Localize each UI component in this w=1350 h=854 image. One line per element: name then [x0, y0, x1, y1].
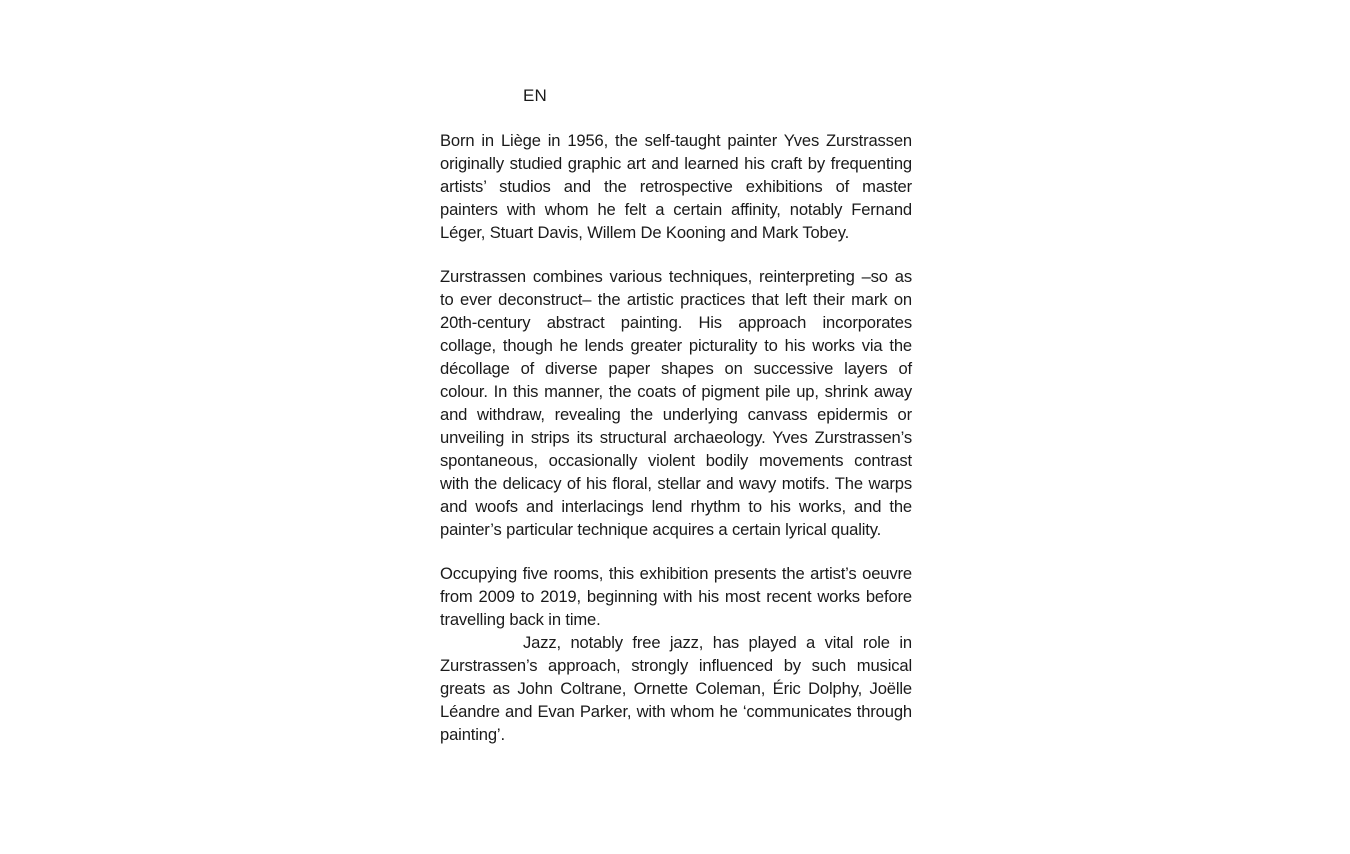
paragraph-biography: Born in Liège in 1956, the self-taught painter Yves Zurstrassen originally studied graphic art and learned his craft by frequenting artists’ studios and the retrospective exhibitions of master painters with whom he felt a certain affinity, notably Fernand Léger, Stuart Davis, Willem De Kooning and Mark Tobey. — [440, 131, 912, 242]
paragraph-techniques: Zurstrassen combines various techniques, reinterpreting –so as to ever deconstruct– the artistic practices that left their mark on 20th-century abstract painting. His approach incorporates collage, though he lends greater picturality to his works via the décollage of diverse paper shapes on successive layers of colour. In this manner, the coats of pigment pile up, shrink away and withdraw, revealing the underlying canvass epidermis or unveiling in strips its structural archaeology. Yves Zurstrassen’s spontaneous, occasionally violent bodily movements contrast with the delicacy of his floral, stellar and wavy motifs. The warps and woofs and interlacings lend rhythm to his works, and the painter’s particular technique acquires a certain lyrical quality. — [440, 267, 912, 539]
paragraph-exhibition: Occupying five rooms, this exhibition presents the artist’s oeuvre from 2009 to 2019, beginning with his most recent works before travelling back in time. — [440, 564, 912, 629]
paragraph-jazz: Jazz, notably free jazz, has played a vital role in Zurstrassen’s approach, strongly influenced by such musical greats as John Coltrane, Ornette Coleman, Éric Dolphy, Joëlle Léandre and Evan Parker, with whom he ‘communicates through painting’. — [440, 633, 912, 744]
text-column — [440, 84, 912, 746]
language-label: EN — [523, 86, 548, 105]
